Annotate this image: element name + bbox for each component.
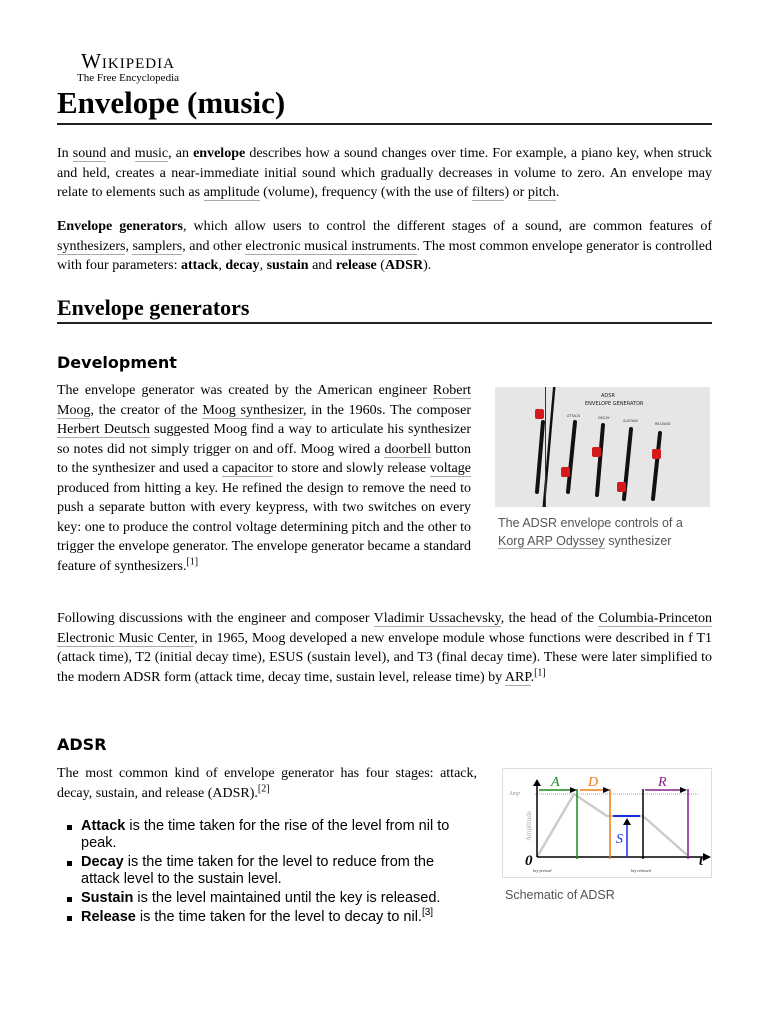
korg-arp-odyssey-link[interactable]: Korg ARP Odyssey bbox=[498, 534, 605, 548]
panel-label-envelope-generator: ENVELOPE GENERATOR bbox=[585, 401, 644, 407]
text: is the level maintained until the key is released. bbox=[133, 890, 441, 906]
text: , bbox=[125, 238, 133, 254]
text: , the head of the bbox=[500, 611, 599, 626]
wikipedia-logo[interactable] bbox=[77, 50, 179, 84]
bold-term: Envelope generators bbox=[57, 219, 183, 234]
label-key-pressed: key pressed bbox=[533, 868, 552, 873]
text: In bbox=[57, 146, 73, 161]
panel-label-decay: DECAY bbox=[598, 416, 610, 420]
bold-term: release bbox=[335, 258, 377, 273]
logo-tagline: The Free Encyclopedia bbox=[77, 72, 180, 84]
citation-link[interactable]: [2] bbox=[257, 782, 270, 794]
bold-term: Sustain bbox=[81, 890, 134, 906]
wiki-link[interactable]: filters bbox=[471, 185, 505, 200]
wiki-link[interactable]: Herbert Deutsch bbox=[57, 422, 150, 437]
wiki-link[interactable]: music bbox=[134, 146, 169, 161]
label-zero: 0 bbox=[525, 853, 533, 869]
wiki-link[interactable]: Moog synthesizer bbox=[202, 402, 303, 418]
text: , and other bbox=[182, 238, 246, 254]
text: , an bbox=[168, 146, 194, 161]
panel-label-release: RELEASE bbox=[655, 422, 671, 426]
label-decay: D bbox=[588, 775, 599, 790]
wiki-link[interactable]: pitch bbox=[527, 185, 556, 200]
text: produced from hitting a key. He refined the design to remove the need to push a separate button with every keypress, with two switches on every key: one to produce the control voltage determining pitch and the other to trigger the envelope generator. The envelope generator became a standard feature of synthesizers. bbox=[57, 480, 471, 574]
label-sustain: S bbox=[616, 832, 623, 847]
panel-label-adsr: ADSR bbox=[601, 393, 615, 399]
text: ) or bbox=[504, 185, 528, 200]
adsr-stage-list bbox=[57, 818, 457, 928]
wiki-link[interactable]: samplers bbox=[132, 238, 183, 254]
label-amplitude: Amplitude bbox=[525, 811, 533, 841]
label-release: R bbox=[658, 775, 667, 790]
label-key-released: key released bbox=[631, 868, 651, 873]
development-paragraph-1 bbox=[57, 381, 471, 576]
list-item-sustain bbox=[57, 890, 457, 907]
text: Following discussions with the engineer and composer bbox=[57, 611, 374, 626]
label-time: t bbox=[699, 854, 703, 869]
citation-link[interactable]: [1] bbox=[186, 555, 199, 567]
subsection-heading-development: Development bbox=[57, 353, 177, 372]
text: . bbox=[530, 669, 535, 685]
text: (volume), frequency (with the use of bbox=[259, 185, 472, 200]
list-item-attack bbox=[57, 818, 457, 852]
bold-term: envelope bbox=[193, 146, 246, 161]
wiki-link[interactable]: synthesizers bbox=[57, 238, 126, 254]
caption-text: synthesizer bbox=[604, 534, 672, 548]
bold-term: Attack bbox=[81, 818, 126, 834]
adsr-schematic-diagram[interactable] bbox=[502, 768, 712, 878]
citation-link[interactable]: [1] bbox=[534, 666, 546, 678]
text: , the creator of the bbox=[90, 402, 203, 418]
citation-link[interactable]: [3] bbox=[421, 907, 434, 919]
section-heading-envelope-generators: Envelope generators bbox=[57, 294, 712, 324]
logo-wordmark: Wikipedia bbox=[81, 49, 175, 73]
text: , bbox=[218, 258, 226, 273]
label-attack: A bbox=[551, 775, 560, 790]
text: ). bbox=[423, 258, 432, 273]
text: is the time taken for the level to decay to nil. bbox=[135, 909, 422, 925]
bold-term: Release bbox=[81, 909, 136, 925]
figure-caption bbox=[495, 512, 711, 552]
figure-adsr-schematic bbox=[502, 768, 710, 907]
wiki-link[interactable]: Columbia-Princeton Electronic Music Center bbox=[57, 611, 713, 646]
wiki-link[interactable]: doorbell bbox=[384, 441, 432, 457]
page-title: Envelope (music) bbox=[57, 84, 712, 125]
text: to store and slowly release bbox=[273, 461, 430, 476]
label-amp: Amp bbox=[509, 791, 520, 797]
text: . bbox=[555, 185, 560, 200]
figure-adsr-controls bbox=[495, 387, 711, 552]
subsection-heading-adsr: ADSR bbox=[57, 735, 107, 754]
text: suggested Moog find a way to articulate his synthesizer so notes did not simply trigger on and off. Moog wired a bbox=[57, 422, 471, 457]
text: , in the 1960s. The composer bbox=[302, 402, 471, 418]
panel-label-attack: ATTACK bbox=[567, 414, 581, 418]
text: describes how a sound changes over time. For example, a piano key, when struck and held, creates a near-immediate initial sound which gradually decreases in volume to zero. An envelope may relate to elements such as bbox=[57, 146, 713, 200]
wiki-link[interactable]: ARP bbox=[504, 669, 531, 685]
development-paragraph-2 bbox=[57, 609, 712, 687]
figure-caption-adsr: Schematic of ADSR bbox=[505, 888, 615, 902]
bold-term: sustain bbox=[266, 258, 309, 273]
intro-paragraph-1 bbox=[57, 144, 712, 203]
text: ( bbox=[376, 258, 385, 273]
text: and bbox=[106, 146, 135, 161]
text: The most common kind of envelope generator has four stages: attack, decay, sustain, and release (ADSR). bbox=[57, 766, 477, 801]
wiki-link[interactable]: Vladimir Ussachevsky bbox=[373, 611, 501, 626]
text: button to the synthesizer and used a bbox=[57, 441, 471, 476]
bold-term: Decay bbox=[81, 854, 124, 870]
text: , which allow users to control the different stages of a sound, are common features of bbox=[182, 219, 712, 234]
wiki-link[interactable]: amplitude bbox=[203, 185, 260, 200]
list-item-decay bbox=[57, 854, 457, 888]
text: . The most common envelope generator is controlled with four parameters: bbox=[57, 238, 713, 273]
text: is the time taken for the rise of the level from nil to peak. bbox=[81, 818, 450, 851]
text: and bbox=[308, 258, 336, 273]
wiki-link[interactable]: capacitor bbox=[222, 461, 274, 476]
text: , in 1965, Moog developed a new envelope module whose functions were described in f T1 (attack time), T2 (initial decay time), ESUS (sustain level), and T3 (final decay time). These were later simplified to the modern ADSR form (attack time, decay time, sustain level, release time) by bbox=[57, 630, 713, 685]
text: is the time taken for the level to reduce from the attack level to the sustain level. bbox=[81, 854, 435, 887]
caption-text: The ADSR envelope controls of a bbox=[498, 516, 683, 530]
intro-paragraph-2 bbox=[57, 217, 712, 276]
wiki-link[interactable]: Robert Moog bbox=[57, 383, 471, 418]
bold-term: ADSR bbox=[384, 258, 424, 273]
panel-label-sustain: SUSTAIN bbox=[623, 419, 638, 423]
bold-term: decay bbox=[225, 258, 260, 273]
korg-arp-odyssey-photo[interactable] bbox=[495, 387, 710, 507]
bold-term: attack bbox=[181, 258, 219, 273]
wiki-link[interactable]: voltage bbox=[429, 461, 471, 476]
adsr-intro-paragraph bbox=[57, 764, 477, 803]
list-item-release bbox=[57, 909, 457, 926]
text: , bbox=[259, 258, 267, 273]
wiki-link[interactable]: electronic musical instruments bbox=[245, 238, 417, 254]
text: The envelope generator was created by the American engineer bbox=[57, 383, 433, 398]
wiki-link[interactable]: sound bbox=[72, 146, 107, 161]
